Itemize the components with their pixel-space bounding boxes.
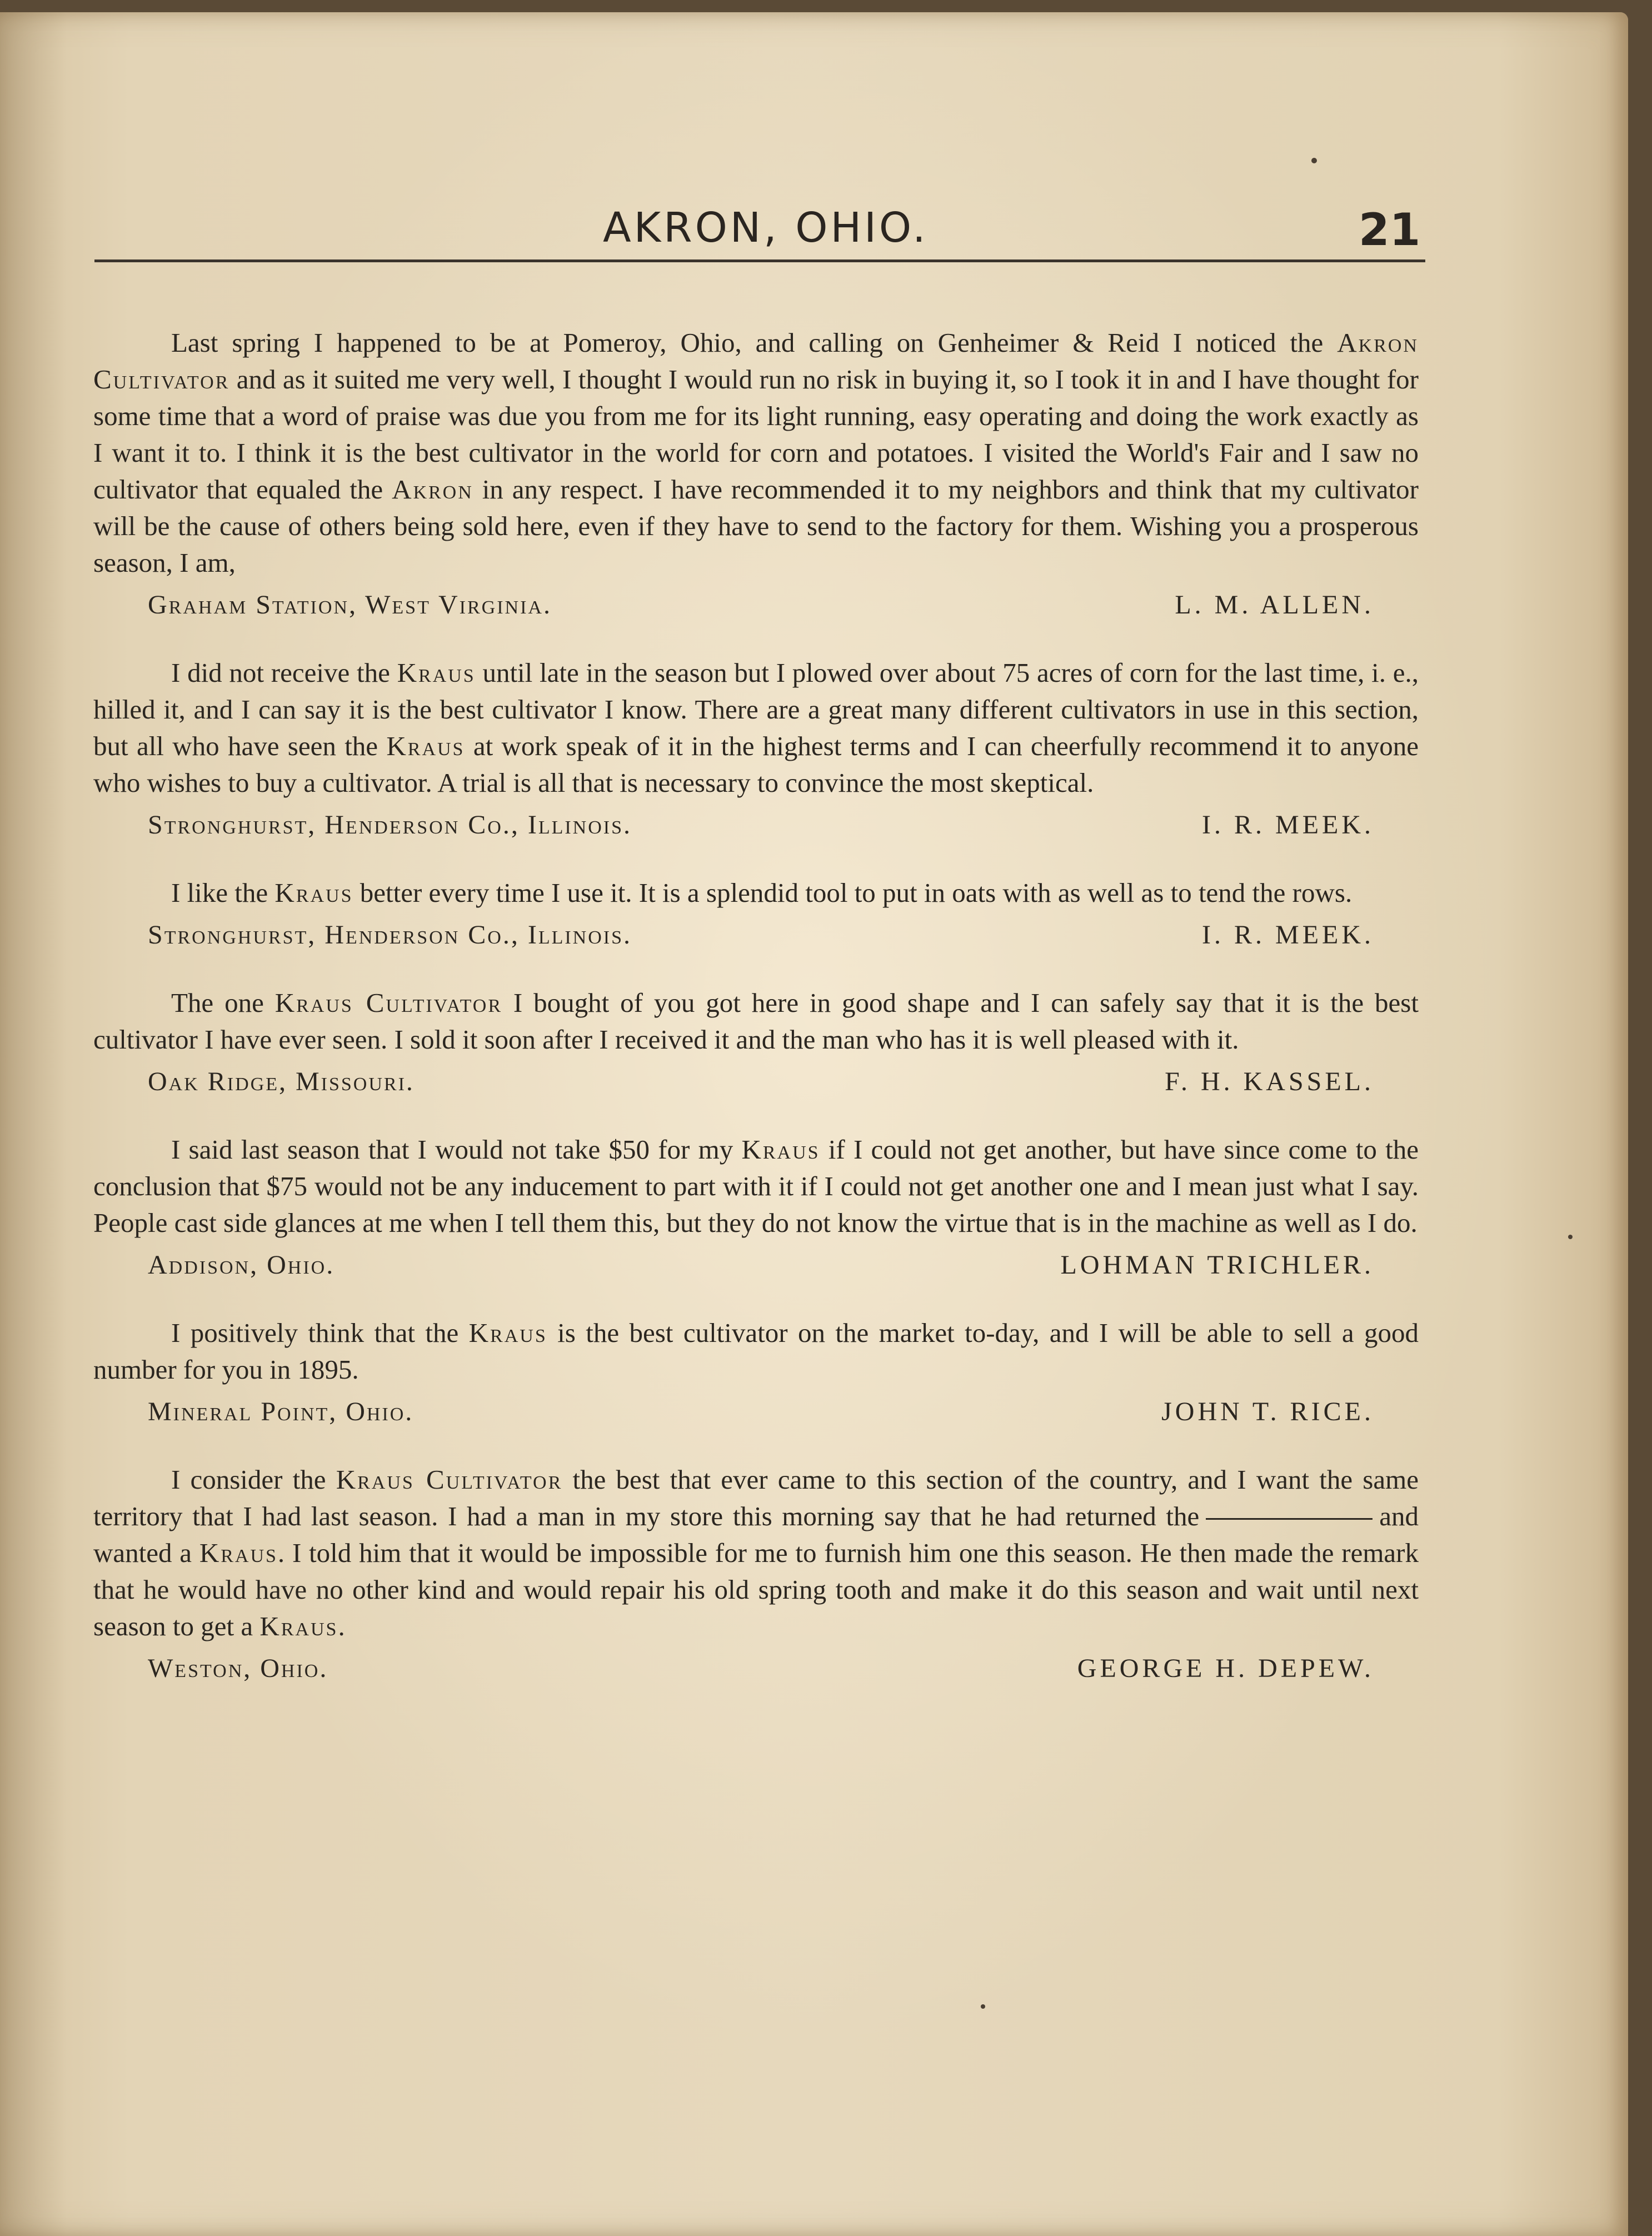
header-rule xyxy=(94,259,1425,262)
signature-name: I. R. MEEK. xyxy=(1202,920,1374,950)
testimonial-meek-2 xyxy=(93,875,1419,954)
signature-line xyxy=(93,1650,1419,1687)
product-name: Kraus Cultivator xyxy=(336,1464,563,1495)
page-number: 21 xyxy=(1359,204,1421,256)
testimonial-text: Last spring I happened to be at Pomeroy, Ohio, and calling on Genheimer & Reid I noticed the Akron Cultivator and as it suited me very well, I thought I would run no risk in buying it, so I took it in and I have thought for some time that a word of praise was due you from me for its light running, easy operating and doing the work exactly as I want it to. I think it is the best cultivator in the world for corn and potatoes. I visited the World's Fair and I saw no cultivator that equaled the Akron in any respect. I have recommended it to my neighbors and think that my cultivator will be the cause of others being sold here, even if they have to send to the factory for them. Wishing you a prosperous season, I am, xyxy=(93,327,1419,578)
signature-line xyxy=(93,1394,1419,1430)
spine-shadow xyxy=(0,12,67,2236)
product-name: Kraus xyxy=(741,1134,820,1165)
signature-line xyxy=(93,917,1419,954)
blank-dash xyxy=(1206,1518,1372,1520)
testimonial-trichler xyxy=(93,1131,1419,1284)
testimonial-allen xyxy=(93,325,1419,623)
paper-speck xyxy=(1311,158,1317,163)
signature-line xyxy=(93,807,1419,844)
testimonial-text: I positively think that the Kraus is the best cultivator on the market to-day, and I will be able to sell a good number for you in 1895. xyxy=(93,1317,1419,1385)
product-name: Kraus Cultivator xyxy=(274,987,503,1018)
product-name: Kraus xyxy=(386,731,465,761)
paper-speck xyxy=(1568,1235,1573,1239)
product-name: Kraus xyxy=(199,1538,278,1568)
signature-line xyxy=(93,1247,1419,1284)
testimonial-kassel xyxy=(93,985,1419,1100)
product-name: Kraus xyxy=(397,657,476,688)
signature-place: Mineral Point, Ohio. xyxy=(148,1397,414,1426)
signature-place: Stronghurst, Henderson Co., Illinois. xyxy=(148,810,632,840)
testimonial-text: I said last season that I would not take $50 for my Kraus if I could not get another, but have since come to the conclusion that $75 would not be any inducement to part with it if I could not get another one and I mean just what I say. People cast side glances at me when I tell them this, but they do not know the virtue that is in the machine as well as I do. xyxy=(93,1134,1419,1238)
product-name: Akron Cultivator xyxy=(93,327,1419,395)
signature-name: JOHN T. RICE. xyxy=(1161,1397,1374,1426)
testimonial-text: The one Kraus Cultivator I bought of you got here in good shape and I can safely say that it is the best cultivator I have ever seen. I sold it soon after I received it and the man who has it is well pleased with it. xyxy=(93,987,1419,1055)
product-name: Akron xyxy=(392,474,473,505)
signature-place: Oak Ridge, Missouri. xyxy=(148,1067,415,1096)
testimonial-text: I like the Kraus better every time I use it. It is a splendid tool to put in oats with as well as to tend the rows. xyxy=(171,877,1352,908)
product-name: Kraus xyxy=(468,1317,547,1348)
testimonial-depew xyxy=(93,1461,1419,1687)
signature-place: Weston, Ohio. xyxy=(148,1654,328,1683)
signature-name: L. M. ALLEN. xyxy=(1175,590,1374,620)
signature-name: LOHMAN TRICHLER. xyxy=(1060,1250,1374,1280)
running-title: AKRON, OHIO. xyxy=(603,204,929,252)
paper-speck xyxy=(981,2004,985,2009)
signature-place: Addison, Ohio. xyxy=(148,1250,335,1280)
page-body xyxy=(93,325,1419,1718)
testimonial-text: I consider the Kraus Cultivator the best that ever came to this section of the country, and I want the same territory that I had last season. I had a man in my store this morning say that he had returned the and wanted a Kraus. I told him that it would be impossible for me to furnish him one this season. He then made the remark that he would have no other kind and would repair his old spring tooth and make it do this season and wait until next season to get a Kraus. xyxy=(93,1464,1419,1641)
catalog-page xyxy=(0,12,1628,2236)
signature-line xyxy=(93,587,1419,623)
product-name: Kraus xyxy=(274,877,353,908)
signature-name: GEORGE H. DEPEW. xyxy=(1077,1654,1374,1683)
signature-name: F. H. KASSEL. xyxy=(1165,1067,1374,1096)
signature-place: Stronghurst, Henderson Co., Illinois. xyxy=(148,920,632,950)
signature-line xyxy=(93,1064,1419,1100)
testimonial-rice xyxy=(93,1315,1419,1430)
testimonial-meek-1 xyxy=(93,655,1419,844)
signature-name: I. R. MEEK. xyxy=(1202,810,1374,840)
signature-place: Graham Station, West Virginia. xyxy=(148,590,552,620)
product-name: Kraus xyxy=(259,1611,338,1641)
testimonial-text: I did not receive the Kraus until late in the season but I plowed over about 75 acres of corn for the last time, i. e., hilled it, and I can say it is the best cultivator I know. There are a great many different cultivators in use in this section, but all who have seen the Kraus at work speak of it in the highest terms and I can cheerfully recommend it to anyone who wishes to buy a cultivator. A trial is all that is necessary to convince the most skeptical. xyxy=(93,657,1419,798)
